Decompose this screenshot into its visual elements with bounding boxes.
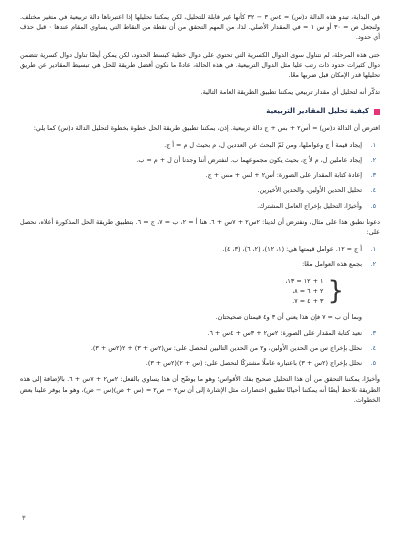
method-steps-list: [20, 140, 380, 211]
final-paragraph: وأخيرًا، يمكننا التحقق من أن هذا التحليل صحيح بفك الأقواس؛ وهو ما يوضّح أن هذا يساوي بالفعل: ٢س٢ + ٧س + ٦. بالإضافة إلى هذه الطريقة نلاحظ أيضًا أنه يمكننا أحيانًا تطبيق اختصارات مثل الإشارة إلى أن س٢ − ص٢ = (س + ص)(س − ص)، وهو ما يوفر علينا بعض الخطوات.: [20, 375, 381, 404]
list-item: ٢. إيجاد عاملين ل، م لأ ج، بحيث يكون مجموعهما ب. لنفترض أننا وجدنا أن ل + م = ب.: [136, 156, 376, 165]
paragraph-reminder: تذكّر أنه لتحليل أي مقدار تربيعي يمكننا تطبيق الطريقة العامة التالية.: [200, 88, 380, 97]
factor-sum-row: ٢ + ٦ = ٨،: [292, 286, 324, 295]
paragraph-rational: حتى هذه المرحلة، لم نتناول سوى الدوال الكسرية التي تحتوي على دوال خطية كبسط الحدود، لكن يمكن أيضًا تناول دوال كسرية تتضمن دوال كثيرات حدود ذات رتب عليا مثل الدوال التربيعية. في هذه الحالة، عادةً ما نكون أفضل طريقة للحل هي تبسيط المقادير عن طريق تحليلها قدر الإمكان قبل ضربها معًا.: [20, 50, 380, 80]
list-item: ٣. إعادة كتابة المقدار على الصورة: أس٢ + لس + مس + ج.: [205, 171, 376, 180]
factor-sum-row: ١ + ١٢ = ١٣،: [285, 276, 324, 285]
paragraph-intro: في البداية، تبدو هذه الدالة د(س) = ٤س ٣ − ٣٢ كأنها غير قابلة للتحليل، لكن يمكننا تحليلها إذا اعتبرناها دالة تربيعية في متغير مختلف. ولنجعل ص = ٣٠ أو س ١ = في المقدار الأصلي. لذا، من المهم التحقق من أن نقطة من النقاط التي يساوي المقام عندها ٠ قبل حذف أي حدود.: [20, 13, 380, 42]
factor-sum-row: ٣ + ٤ = ٧.: [292, 296, 324, 305]
page-number: ٣: [22, 513, 26, 522]
factor-sums-block: [20, 276, 380, 306]
example-steps-list-a: [20, 244, 380, 269]
brace-symbol: {: [327, 275, 344, 306]
list-item: ٥. وأخيرًا، التحليل بإخراج العامل المشترك.: [257, 201, 376, 210]
list-item: ٤. نحلل بإخراج س من الحدين الأولين، و٢ من الحدين التاليين لنحصل على: س(٢س + ٣) + ٢(٢س + ٣).: [90, 344, 376, 353]
pink-square-icon: [374, 109, 380, 115]
section-heading: [20, 106, 380, 116]
list-item: ٣. نعيد كتابة المقدار على الصورة: ٢س٢ + ٣س + ٤س + ٦.: [207, 328, 376, 337]
factor-conclusion: وبما أن ب = ٧ فإن هذا يعني أن ٣ و٤ قيمتان صحيحتان.: [215, 312, 362, 321]
example-steps-list-b: [20, 328, 380, 369]
example-intro: دعونا نطبق هذا على مثال، ونفترض أن لدينا: ٢س٢ + ٧س + ٦. هنا أ = ٢، ب = ٧، ج = ٦. بتطبيق طريقة الحل المذكورة أعلاه، نحصل على:: [20, 217, 381, 237]
section-heading-text: كيفية تحليل المقادير التربيعية: [266, 107, 369, 116]
list-item: ١. إيجاد قيمة أ ج وعواملها، ومن ثَمّ البحث عن العددين ل، م بحيث ل م = أ ج.: [164, 140, 376, 149]
list-item: ١. أ ج = ١٢. عوامل قيمتها هي: (١، ١٢)، (٢، ٦)، (٣، ٤).: [222, 245, 376, 254]
list-item: ٢. بجمع هذه العوامل معًا:: [302, 260, 376, 269]
method-intro: افترض أن الدالة د(س) = أس٢ + بس + ج دالة تربيعية. إذن، يمكننا تطبيق طريقة الحل خطوة بخطوة لتحليل الدالة د(س) كما يلي:: [33, 123, 380, 132]
list-item: ٤. تحليل الحدين الأولين، والحدين الأخيرين.: [257, 186, 376, 195]
list-item: ٥. نحلل بإخراج (٢س + ٣) باعتباره عاملًا مشتركًا لنحصل على: (س + ٢)(٢س + ٣).: [145, 359, 376, 368]
